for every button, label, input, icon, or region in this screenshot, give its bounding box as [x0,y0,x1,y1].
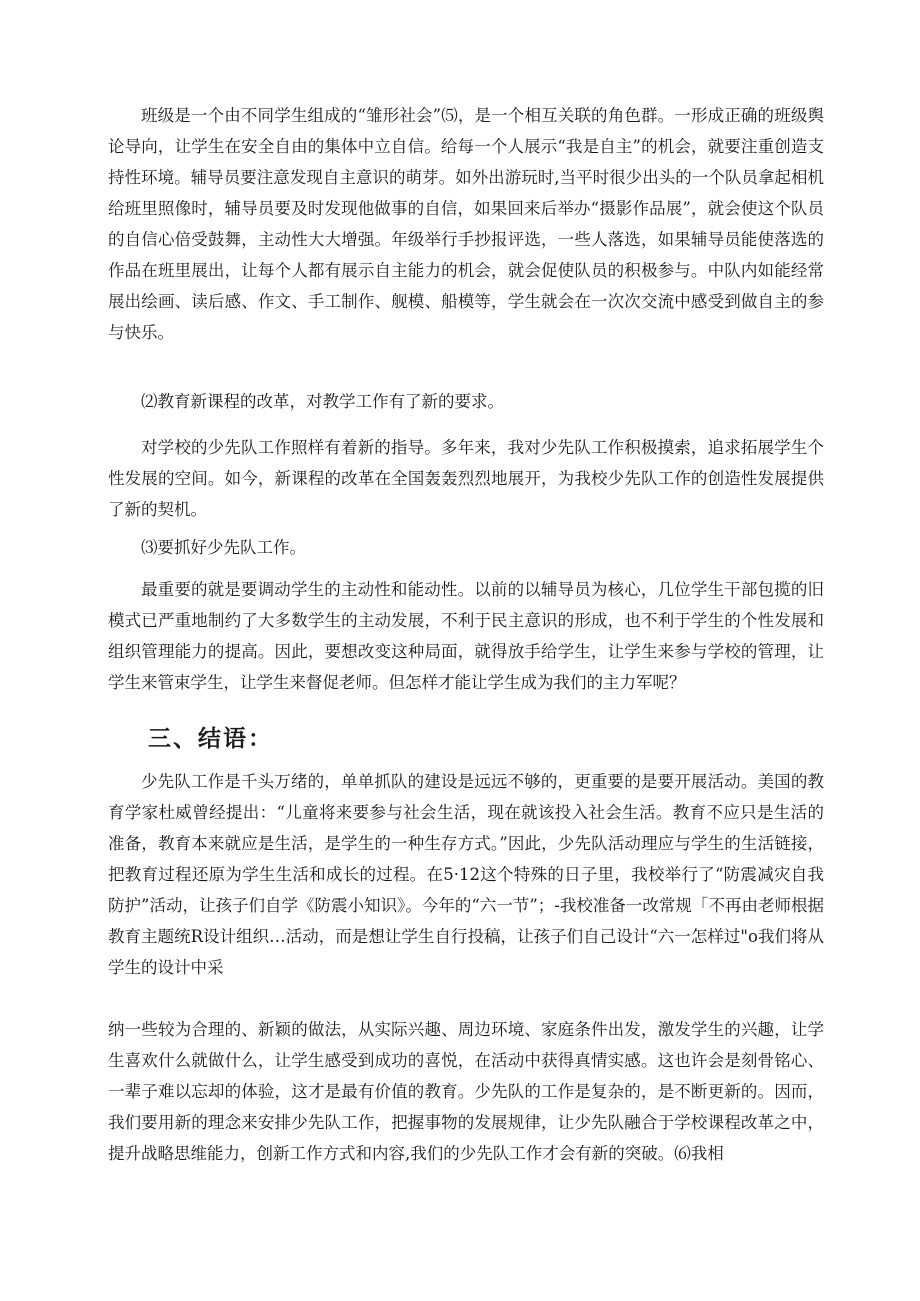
paragraph-conclusion-continued: 纳一些较为合理的、新颖的做法，从实际兴趣、周边环境、家庭条件出发，激发学生的兴趣，让学生喜欢什么就做什么，让学生感受到成功的喜悦，在活动中获得真情实感。这也许会是刻骨铭心、一辈子难以忘却的体验，这才是最有价值的教育。少先队的工作是复杂的，是不断更新的。因而，我们要用新的理念来安排少先队工作，把握事物的发展规律，让少先队融合于学校课程改革之中，提升战略思维能力，创新工作方式和内容,我们的少先队工作才会有新的突破。⑹我相 [108,1020,824,1163]
paragraph-conclusion-activities: 少先队工作是千头万绪的，单单抓队的建设是远远不够的，更重要的是要开展活动。美国的教育学家杜威曾经提出：“儿童将来要参与社会生活，现在就该投入社会生活。教育不应只是生活的准备，教育本来就应是生活，是学生的一种生存方式。”因此，少先队活动理应与学生的生活链接，把教育过程还原为学生生活和成长的过程。在5·12这个特殊的日子里，我校举行了“防震减灾自我防护”活动，让孩子们自学《防震小知识》。今年的“六一节”；-我校准备一改常规「不再由老师根据教育主题统R设计组织…活动，而是想让学生自行投稿，让孩子们自己设计“六一怎样过"o我们将从学生的设计中采 [108,772,824,977]
paragraph-class-society: 班级是一个由不同学生组成的“雏形社会”⑸，是一个相互关联的角色群。一形成正确的班级舆论导向，让学生在安全自由的集体中立自信。给每一个人展示“我是自主”的机会，就要注重创造支持性环境。辅导员要注意发现自主意识的萌芽。如外出游玩时,当平时很少出头的一个队员拿起相机给班里照像时，辅导员要及时发现他做事的自信，如果回来后举办“摄影作品展”，就会使这个队员的自信心倍受鼓舞，主动性大大增强。年级举行手抄报评选，一些人落选，如果辅导员能使落选的作品在班里展出，让每个人都有展示自主能力的机会，就会促使队员的积极参与。中队内如能经常展出绘画、读后感、作文、手工制作、舰模、船模等，学生就会在一次次交流中感受到做自主的参与快乐。 [108,106,824,342]
paragraph-curriculum-reform-point: ⑵教育新课程的改革，对教学工作有了新的要求。 [141,392,504,411]
paragraph-student-initiative: 最重要的就是要调动学生的主动性和能动性。以前的以辅导员为核心，几位学生干部包揽的旧模式已严重地制约了大多数学生的主动发展，不利于民主意识的形成，也不利于学生的个性发展和组织管理能力的提高。因此，要想改变这种局面，就得放手给学生，让学生来参与学校的管理，让学生来管束学生，让学生来督促老师。但怎样才能让学生成为我们的主力军呢？ [108,580,824,692]
paragraph-grasp-work-point: ⑶要抓好少先队工作。 [141,538,306,557]
paragraph-new-guidance: 对学校的少先队工作照样有着新的指导。多年来，我对少先队工作积极摸索，追求拓展学生个性发展的空间。如今，新课程的改革在全国轰轰烈烈地展开，为我校少先队工作的创造性发展提供了新的契机。 [108,438,824,519]
section-heading-conclusion: 三、结语： [148,726,273,752]
